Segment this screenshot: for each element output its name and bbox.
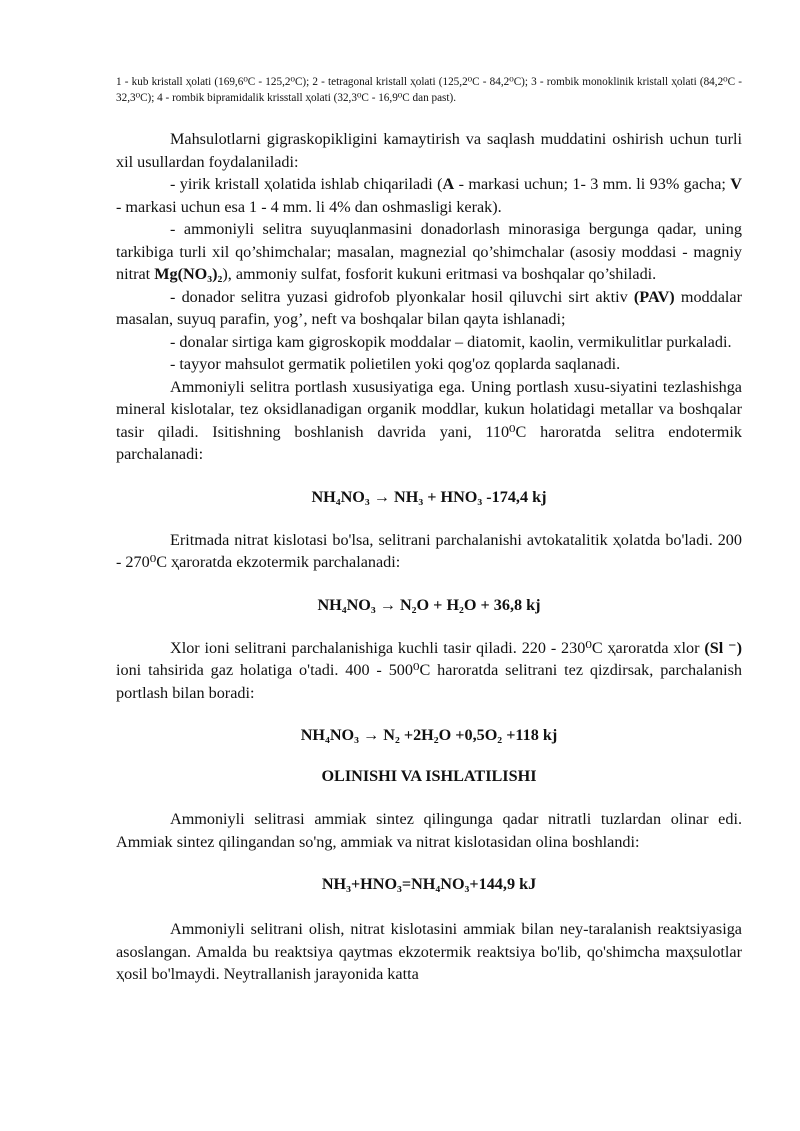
text-run: moddalar masalan, suyuq parafin, yog’, neft va boshqalar bilan qayta ishlanadi; [116,287,742,328]
figure-caption: 1 - kub kristall ҳolati (169,6⁰C - 125,2⁰C); 2 - tetragonal kristall ҳolati (125,2⁰C - 84,2⁰C); 3 - rombik monoklinik kristall ҳolati (84,2⁰C - 32,3⁰C); 4 - rombik bipramidalik krisstall ҳolati (32,3⁰C - 16,9⁰C dan past). [116,76,742,104]
list-item-large-crystals [116,173,742,218]
equation-exothermic: NH₄NO₃ → N₂O + H₂O + 36,8 kj [317,595,541,614]
section-heading: OLINISHI VA ISHLATILISHI [321,767,537,785]
text-run: - ammoniyli selitra suyuqlanmasini donadorlash minorasiga bergunga qadar, uning tarkibiga turli xil qo’shimchalar; masalan, magnezial qo’shimchalar (asosiy moddasi - magniy nitrat [116,220,742,283]
equation-explosion: NH₄NO₃ → N₂ +2H₂O +0,5O₂ +118 kj [300,726,558,744]
list-item-powder: - donalar sirtiga kam gigroskopik moddalar – diatomit, kaolin, vermikulitlar purkaladi. [170,332,732,351]
list-item-storage: - tayyor mahsulot germatik polietilen yoki qog'oz qoplarda saqlanadi. [170,355,621,373]
equation-neutralization: NH₃+HNO₃=NH₄NO₃+144,9 kJ [321,875,537,893]
text-run: - markasi uchun esa 1 - 4 mm. li 4% dan oshmasligi kerak). [116,197,502,216]
text-run: ), ammoniy sulfat, fosforit kukuni eritmasi va boshqalar qo’shiladi. [222,265,657,283]
text-run: - donador selitra yuzasi gidrofob plyonkalar hosil qiluvchi sirt aktiv [170,287,634,306]
list-item-additives [116,218,742,286]
text-run: Xlor ioni selitrani parchalanishiga kuchli tasir qiladi. 220 - 230⁰C ҳaroratda xlor [170,638,705,657]
magnesium-nitrate-formula: Mg(NO₃)₂ [154,265,223,283]
pav-label: (PAV) [633,287,675,306]
paragraph-production-history: Ammoniyli selitrasi ammiak sintez qilingunga qadar nitratli tuzlardan olinar edi. Ammiak sintez qilingandan so'ng, ammiak va nitrat kislotasidan olina boshlandi: [116,810,742,851]
equation-endothermic: NH₄NO₃ → NH₃ + HNO₃ -174,4 kj [311,487,547,506]
paragraph-autocatalytic: Eritmada nitrat kislotasi bo'lsa, selitrani parchalanishi avtokatalitik ҳolatda bo'ladi. 200 - 270⁰C ҳaroratda ekzotermik parchalanadi: [116,530,742,571]
text-run: - yirik kristall ҳolatida ishlab chiqariladi ( [170,175,443,193]
chloride-ion-label: (Sl ⁻) [704,638,742,657]
text-run: - markasi uchun; 1- 3 mm. li 93% gacha; [454,175,731,193]
paragraph-chlorine [116,637,742,705]
grade-a-label: A [442,175,455,193]
paragraph-explosive: Ammoniyli selitra portlash xususiyatiga ega. Uning portlash xusu-siyatini tezlashishga mineral kislotalar, tez oksidlanadigan organik moddlar, kukun holatidagi metallar va boshqalar tasir qiladi. Isitishning boshlanish davrida yani, 110⁰C haroratda selitra endotermik parchalanadi: [116,377,742,463]
paragraph-intro: Mahsulotlarni gigraskopikligini kamaytirish va saqlash muddatini oshirish uchun turli xil usullardan foydalaniladi: [116,130,742,171]
grade-v-label: V [730,175,742,193]
list-item-surfactant [116,286,742,331]
paragraph-production-method: Ammoniyli selitrani olish, nitrat kislotasini ammiak bilan ney-taralanish reaktsiyasiga asoslangan. Amalda bu reaktsiya qaytmas ekzotermik reaktsiya bo'lib, qo'shimcha maҳsulotlar ҳosil bo'lmaydi. Neytrallanish jarayonida katta [116,920,742,983]
text-run: ioni tahsirida gaz holatiga o'tadi. 400 - 500⁰C haroratda selitrani tez qizdirsak, parchalanish portlash bilan boradi: [116,661,742,702]
